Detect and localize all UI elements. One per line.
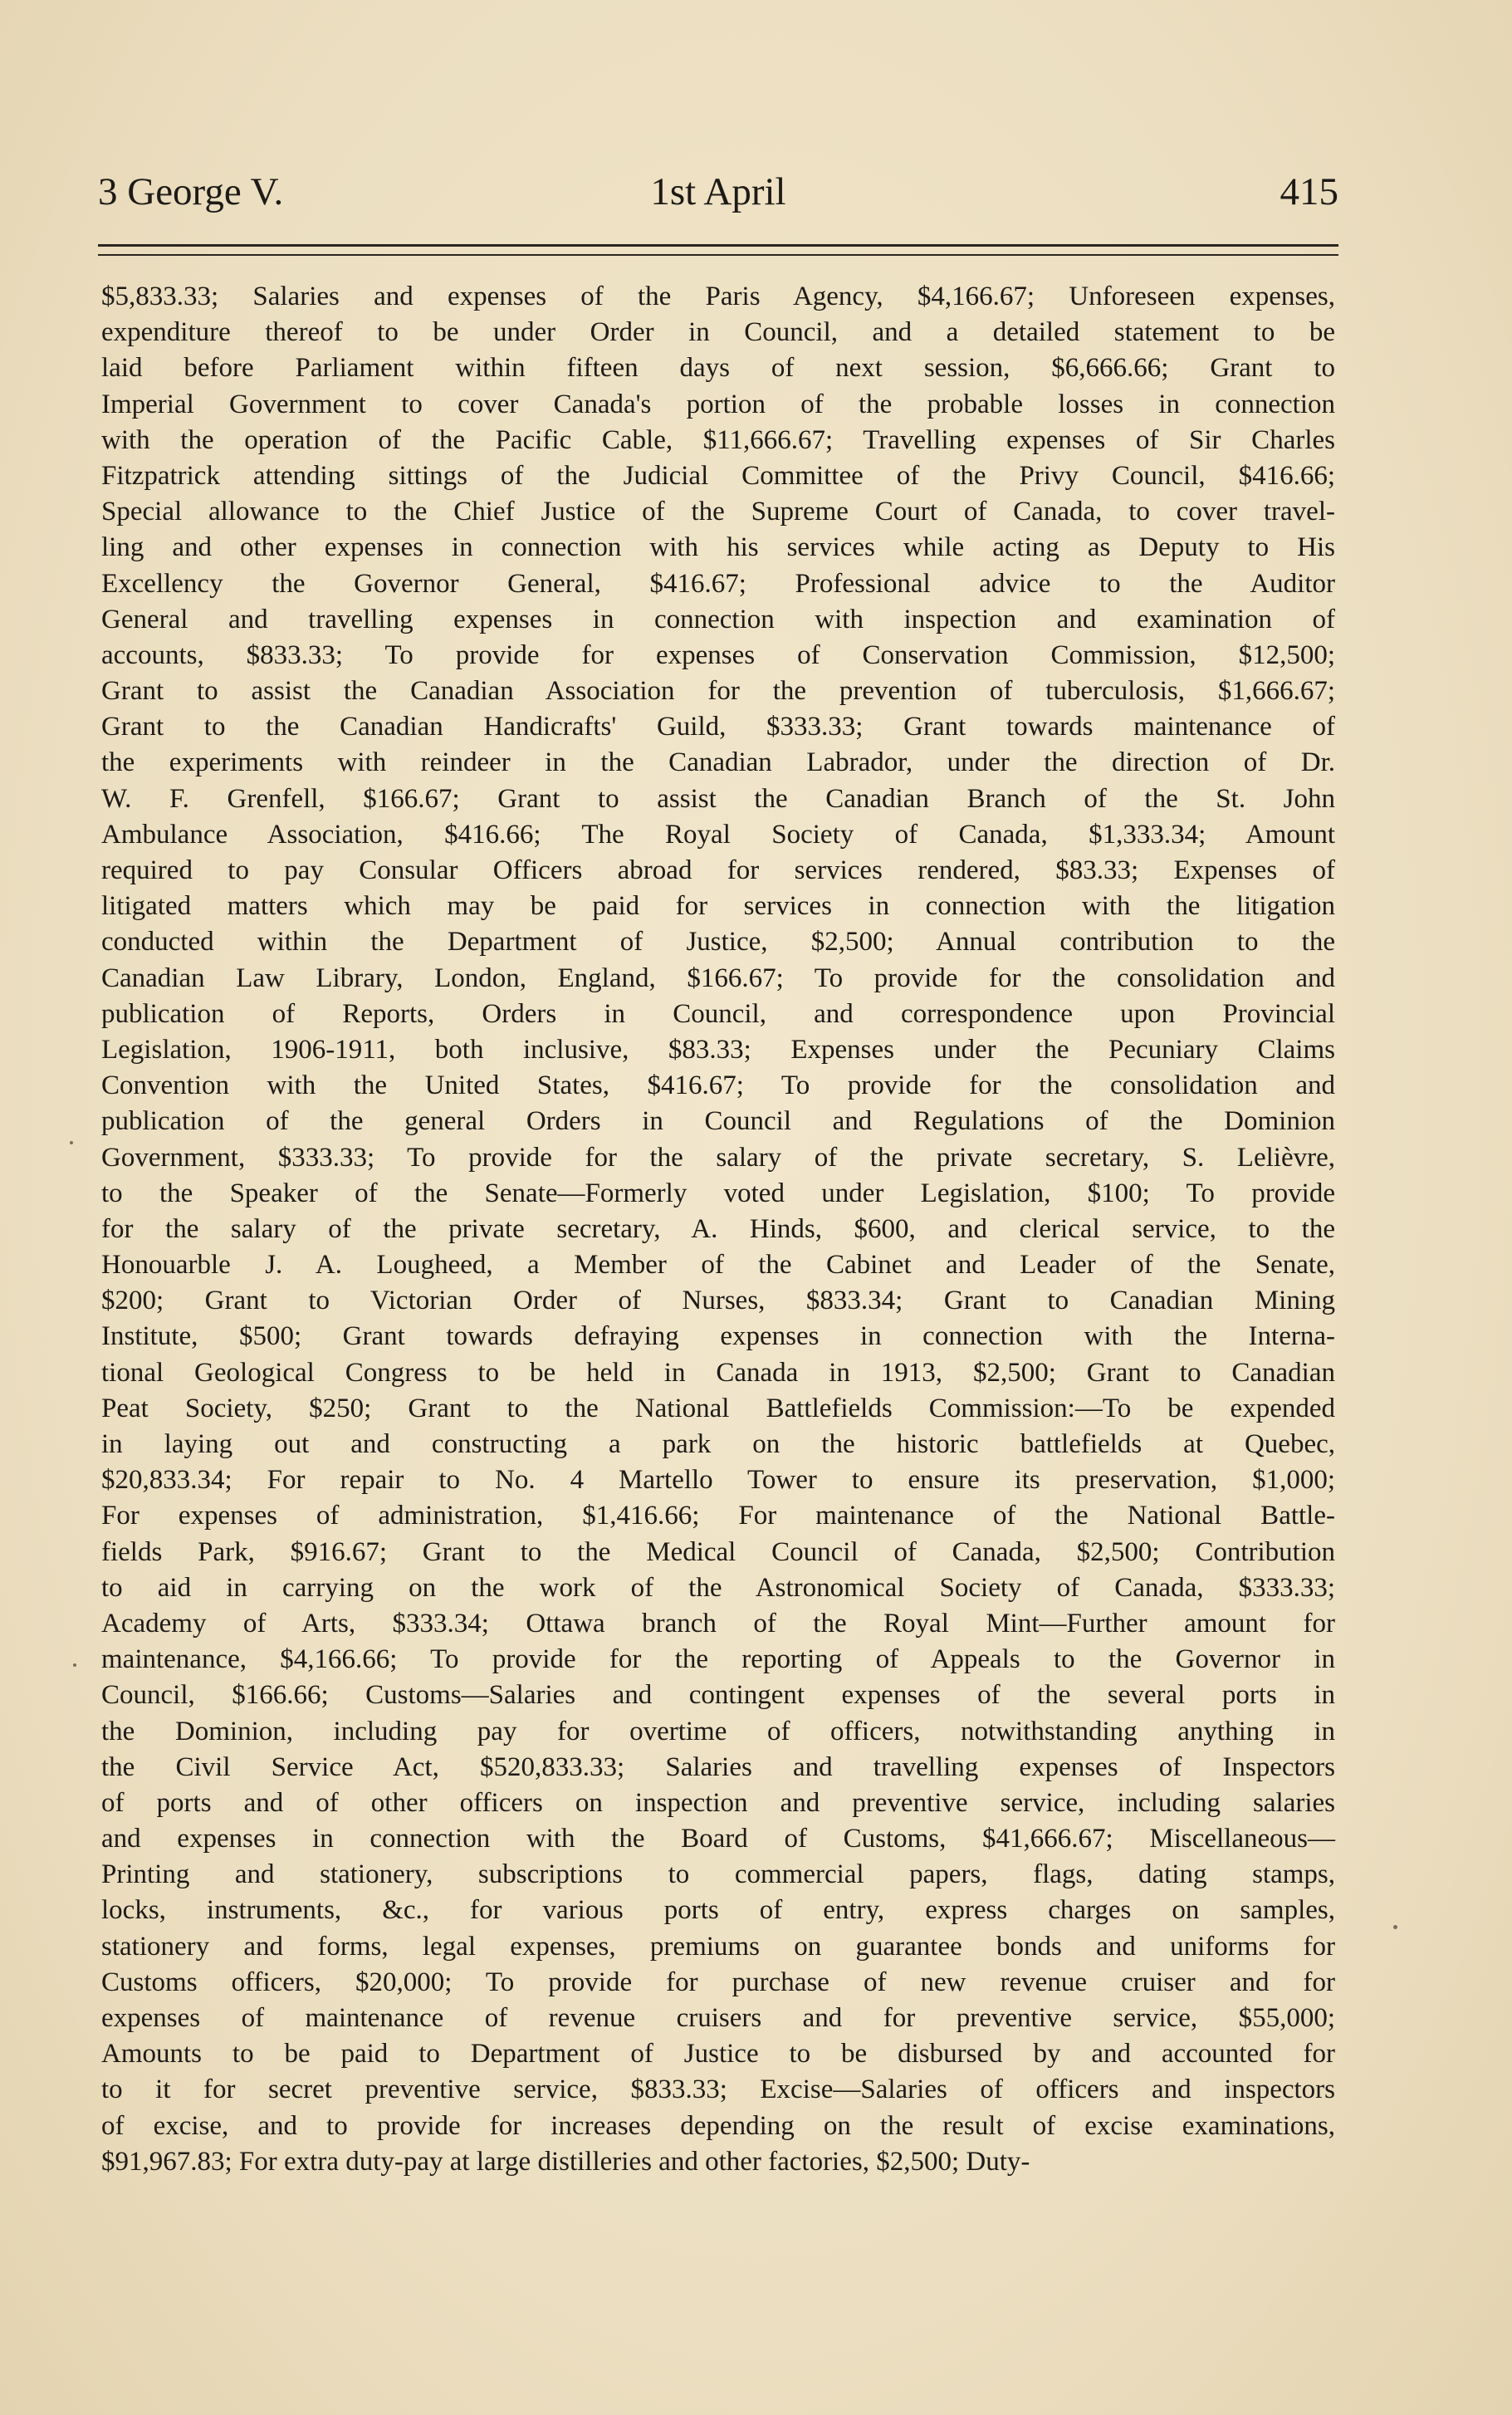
text-line: tional Geological Congress to be held in Canada in 1913, $2,500; Grant to Canadian	[101, 1357, 1335, 1388]
text-line: expenditure thereof to be under Order in Council, and a detailed statement to be	[101, 317, 1335, 348]
text-line: $5,833.33; Salaries and expenses of the Paris Agency, $4,166.67; Unforeseen expenses,	[101, 282, 1335, 311]
text-line: Convention with the United States, $416.67; To provide for the consolidation and	[101, 1070, 1335, 1101]
text-line: to aid in carrying on the work of the Astronomical Society of Canada, $333.33;	[101, 1572, 1335, 1603]
text-line: $200; Grant to Victorian Order of Nurses, $833.34; Grant to Canadian Mining	[101, 1286, 1335, 1316]
text-line: of ports and of other officers on inspection and preventive service, including salaries	[101, 1787, 1335, 1818]
text-line: Government, $333.33; To provide for the salary of the private secretary, S. Lelièvre,	[101, 1142, 1335, 1173]
text-line: for the salary of the private secretary, A. Hinds, $600, and clerical service, to the	[101, 1213, 1335, 1244]
page-number: 415	[1280, 170, 1338, 213]
text-line: ling and other expenses in connection with his services while acting as Deputy to His	[101, 532, 1335, 563]
paper-speck	[70, 1141, 73, 1144]
regnal-year: 3 George V.	[98, 170, 284, 213]
text-line: the experiments with reindeer in the Canadian Labrador, under the direction of Dr.	[101, 747, 1335, 778]
text-line: expenses of maintenance of revenue cruisers and for preventive service, $55,000;	[101, 2003, 1335, 2033]
header-rule-bottom	[98, 254, 1338, 256]
text-line: publication of Reports, Orders in Council, and correspondence upon Provincial	[101, 998, 1335, 1029]
text-line: Grant to assist the Canadian Association for the prevention of tuberculosis, $1,666.67;	[101, 676, 1335, 707]
text-line: Fitzpatrick attending sittings of the Judicial Committee of the Privy Council, $416.66;	[101, 460, 1335, 491]
text-line: litigated matters which may be paid for services in connection with the litigation	[101, 891, 1335, 922]
text-line: in laying out and constructing a park on the historic battlefields at Quebec,	[101, 1429, 1335, 1459]
text-line: the Civil Service Act, $520,833.33; Salaries and travelling expenses of Inspectors	[101, 1751, 1335, 1782]
text-line: General and travelling expenses in connection with inspection and examination of	[101, 604, 1335, 634]
text-line: Honouarble J. A. Lougheed, a Member of the Cabinet and Leader of the Senate,	[101, 1250, 1335, 1281]
text-line: laid before Parliament within fifteen days of next session, $6,666.66; Grant to	[101, 353, 1335, 384]
text-line: Special allowance to the Chief Justice of the Supreme Court of Canada, to cover travel-	[101, 497, 1335, 527]
text-line: maintenance, $4,166.66; To provide for the reporting of Appeals to the Governor in	[101, 1644, 1335, 1675]
text-line: with the operation of the Pacific Cable, $11,666.67; Travelling expenses of Sir Charles	[101, 424, 1335, 455]
text-line: $20,833.34; For repair to No. 4 Martello Tower to ensure its preservation, $1,000;	[101, 1465, 1335, 1496]
paper-speck	[73, 1663, 76, 1667]
text-line: Peat Society, $250; Grant to the National Battlefields Commission:—To be expended	[101, 1393, 1335, 1423]
text-line: and expenses in connection with the Board of Customs, $41,666.67; Miscellaneous—	[101, 1824, 1335, 1854]
text-line: Ambulance Association, $416.66; The Royal Society of Canada, $1,333.34; Amount	[101, 819, 1335, 850]
text-line: conducted within the Department of Justice, $2,500; Annual contribution to the	[101, 927, 1335, 958]
text-line: publication of the general Orders in Council and Regulations of the Dominion	[101, 1106, 1335, 1137]
paper-speck	[1393, 1925, 1397, 1929]
page-date: 1st April	[650, 170, 786, 213]
header-rule-top	[98, 244, 1338, 247]
text-line: of excise, and to provide for increases depending on the result of excise examinations,	[101, 2110, 1335, 2141]
text-line: Grant to the Canadian Handicrafts' Guild, $333.33; Grant towards maintenance of	[101, 712, 1335, 742]
text-line: required to pay Consular Officers abroad for services rendered, $83.33; Expenses of	[101, 855, 1335, 885]
text-line: For expenses of administration, $1,416.66; For maintenance of the National Battle-	[101, 1501, 1335, 1531]
text-line: Legislation, 1906-1911, both inclusive, $83.33; Expenses under the Pecuniary Claims	[101, 1034, 1335, 1065]
text-line: Imperial Government to cover Canada's portion of the probable losses in connection	[101, 389, 1335, 419]
text-line: Excellency the Governor General, $416.67; Professional advice to the Auditor	[101, 568, 1335, 599]
text-line: Customs officers, $20,000; To provide for purchase of new revenue cruiser and for	[101, 1967, 1335, 1997]
text-line: Printing and stationery, subscriptions to commercial papers, flags, dating stamps,	[101, 1859, 1335, 1890]
text-line: the Dominion, including pay for overtime of officers, notwithstanding anything in	[101, 1716, 1335, 1746]
text-line: accounts, $833.33; To provide for expenses of Conservation Commission, $12,500;	[101, 639, 1335, 670]
text-line: to the Speaker of the Senate—Formerly voted under Legislation, $100; To provide	[101, 1178, 1335, 1208]
page-header	[98, 163, 1338, 221]
text-line: fields Park, $916.67; Grant to the Medical Council of Canada, $2,500; Contribution	[101, 1536, 1335, 1567]
text-line: Council, $166.66; Customs—Salaries and contingent expenses of the several ports in	[101, 1680, 1335, 1711]
text-line: W. F. Grenfell, $166.67; Grant to assist the Canadian Branch of the St. John	[101, 783, 1335, 814]
text-line: to it for secret preventive service, $833.33; Excise—Salaries of officers and inspectors	[101, 2075, 1335, 2105]
text-line: $91,967.83; For extra duty-pay at large distilleries and other factories, $2,500; Duty-	[101, 2146, 1030, 2177]
text-line: Academy of Arts, $333.34; Ottawa branch of the Royal Mint—Further amount for	[101, 1608, 1335, 1639]
text-line: Canadian Law Library, London, England, $166.67; To provide for the consolidation and	[101, 963, 1335, 993]
text-line: stationery and forms, legal expenses, premiums on guarantee bonds and uniforms for	[101, 1931, 1335, 1962]
text-line: locks, instruments, &c., for various ports of entry, express charges on samples,	[101, 1895, 1335, 1926]
text-line: Institute, $500; Grant towards defraying expenses in connection with the Interna-	[101, 1321, 1335, 1352]
text-line: Amounts to be paid to Department of Justice to be disbursed by and accounted for	[101, 2039, 1335, 2070]
body-paragraph	[101, 279, 1335, 2180]
